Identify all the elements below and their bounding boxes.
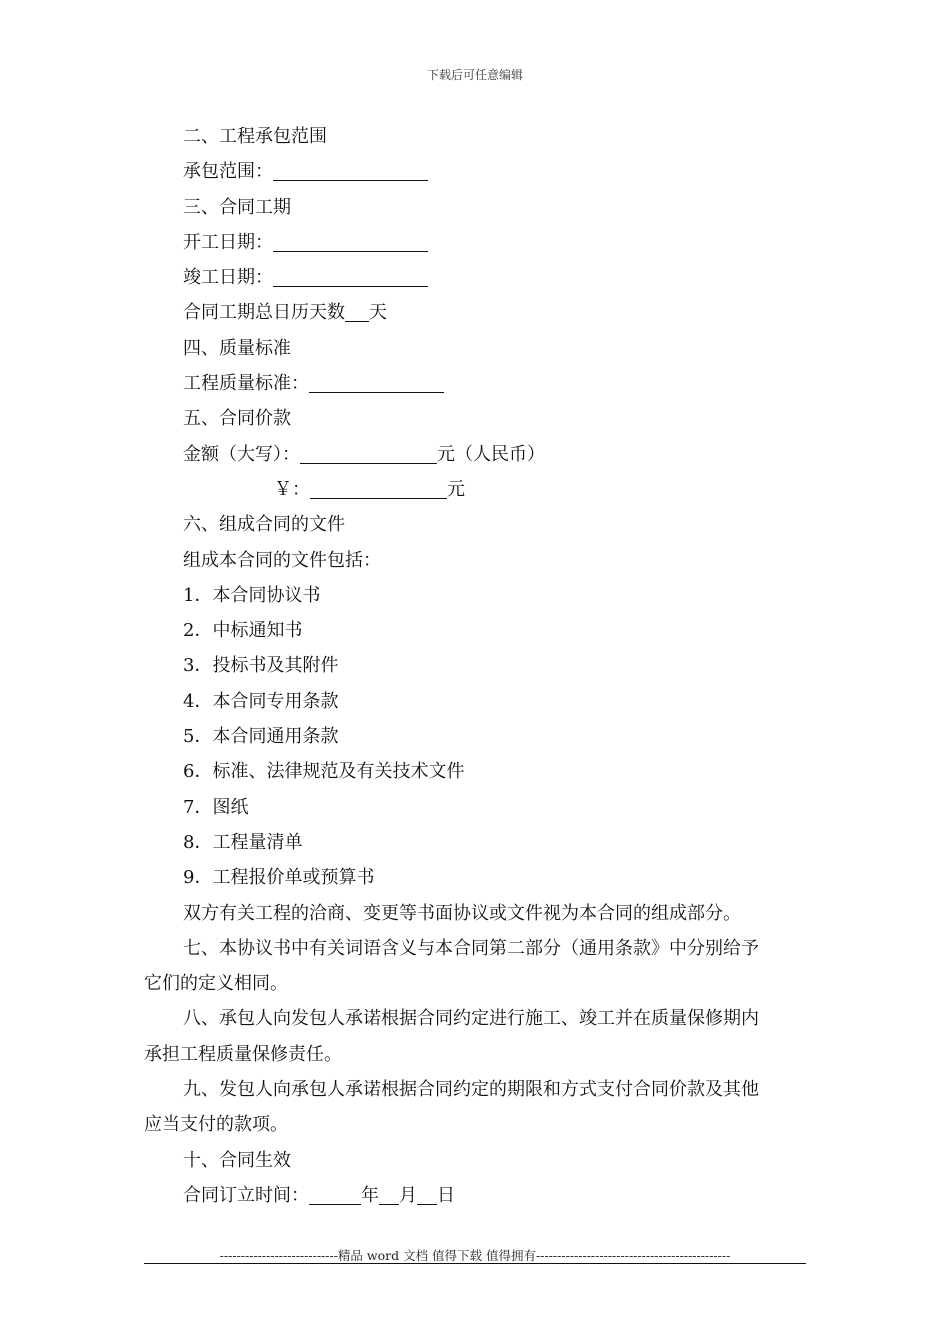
start-date-blank[interactable] [273, 229, 428, 252]
doc-list-item: 6．标准、法律规范及有关技术文件 [183, 761, 465, 783]
amount-label: 金额（大写）： [183, 443, 300, 465]
start-date-label: 开工日期： [183, 231, 273, 253]
section-6-title: 六、组成合同的文件 [183, 514, 345, 536]
section-7-line-1: 七、本协议书中有关词语含义与本合同第二部分（通用条款》中分别给予 [183, 937, 759, 959]
scope-label: 承包范围： [183, 161, 273, 183]
total-days-row [144, 295, 806, 330]
yen-suffix: 元 [447, 478, 465, 500]
total-days-blank[interactable] [345, 299, 369, 322]
footer-divider [144, 1263, 806, 1264]
month-label: 月 [399, 1184, 417, 1206]
doc-list-item: 8．工程量清单 [183, 831, 303, 853]
quality-row [144, 366, 806, 401]
section-6-intro: 组成本合同的文件包括： [183, 549, 381, 571]
year-blank[interactable] [309, 1182, 361, 1205]
section-3-title: 三、合同工期 [183, 196, 291, 218]
total-days-label: 合同工期总日历天数 [183, 302, 345, 324]
quality-blank[interactable] [309, 370, 444, 393]
section-6-note: 双方有关工程的洽商、变更等书面协议或文件视为本合同的组成部分。 [183, 902, 741, 924]
section-10-title: 十、合同生效 [183, 1149, 291, 1171]
section-5-title: 五、合同价款 [183, 408, 291, 430]
start-date-row [144, 225, 806, 260]
page-footer: ----------------------------精品 word 文档 值得下载 值得拥有---------------------------------------------- [219, 1248, 731, 1263]
section-8-line-1: 八、承包人向发包人承诺根据合同约定进行施工、竣工并在质量保修期内 [183, 1008, 759, 1030]
section-7-line-2: 它们的定义相同。 [144, 973, 288, 995]
section-8-line-2: 承担工程质量保修责任。 [144, 1043, 342, 1065]
total-days-suffix: 天 [369, 302, 387, 324]
yen-row [144, 472, 806, 507]
amount-words-blank[interactable] [300, 441, 437, 464]
amount-row [144, 437, 806, 472]
yen-amount-blank[interactable] [310, 476, 447, 499]
doc-list-item: 3．投标书及其附件 [183, 655, 339, 677]
section-9-line-1: 九、发包人向承包人承诺根据合同约定的期限和方式支付合同价款及其他 [183, 1079, 759, 1101]
doc-list-item: 1．本合同协议书 [183, 584, 321, 606]
end-date-blank[interactable] [273, 264, 428, 287]
day-blank[interactable] [417, 1182, 437, 1205]
doc-list-item: 7．图纸 [183, 796, 249, 818]
doc-list-item: 4．本合同专用条款 [183, 690, 339, 712]
scope-blank[interactable] [273, 158, 428, 181]
signing-date-row [144, 1178, 806, 1213]
signing-date-label: 合同订立时间： [183, 1184, 309, 1206]
end-date-label: 竣工日期： [183, 267, 273, 289]
doc-list-item: 9．工程报价单或预算书 [183, 867, 375, 889]
month-blank[interactable] [379, 1182, 399, 1205]
doc-list-item: 5．本合同通用条款 [183, 726, 339, 748]
year-label: 年 [361, 1184, 379, 1206]
yen-label: ￥： [274, 478, 310, 500]
section-4-title: 四、质量标准 [183, 337, 291, 359]
amount-suffix: 元（人民币） [437, 443, 545, 465]
scope-row [144, 154, 806, 189]
section-2-title: 二、工程承包范围 [183, 126, 327, 147]
quality-label: 工程质量标准： [183, 373, 309, 395]
page-header: 下载后可任意编辑 [426, 68, 523, 82]
end-date-row [144, 260, 806, 295]
doc-list-item: 2．中标通知书 [183, 620, 303, 642]
day-label: 日 [437, 1184, 455, 1206]
section-9-line-2: 应当支付的款项。 [144, 1114, 288, 1136]
contract-body [144, 119, 806, 1213]
